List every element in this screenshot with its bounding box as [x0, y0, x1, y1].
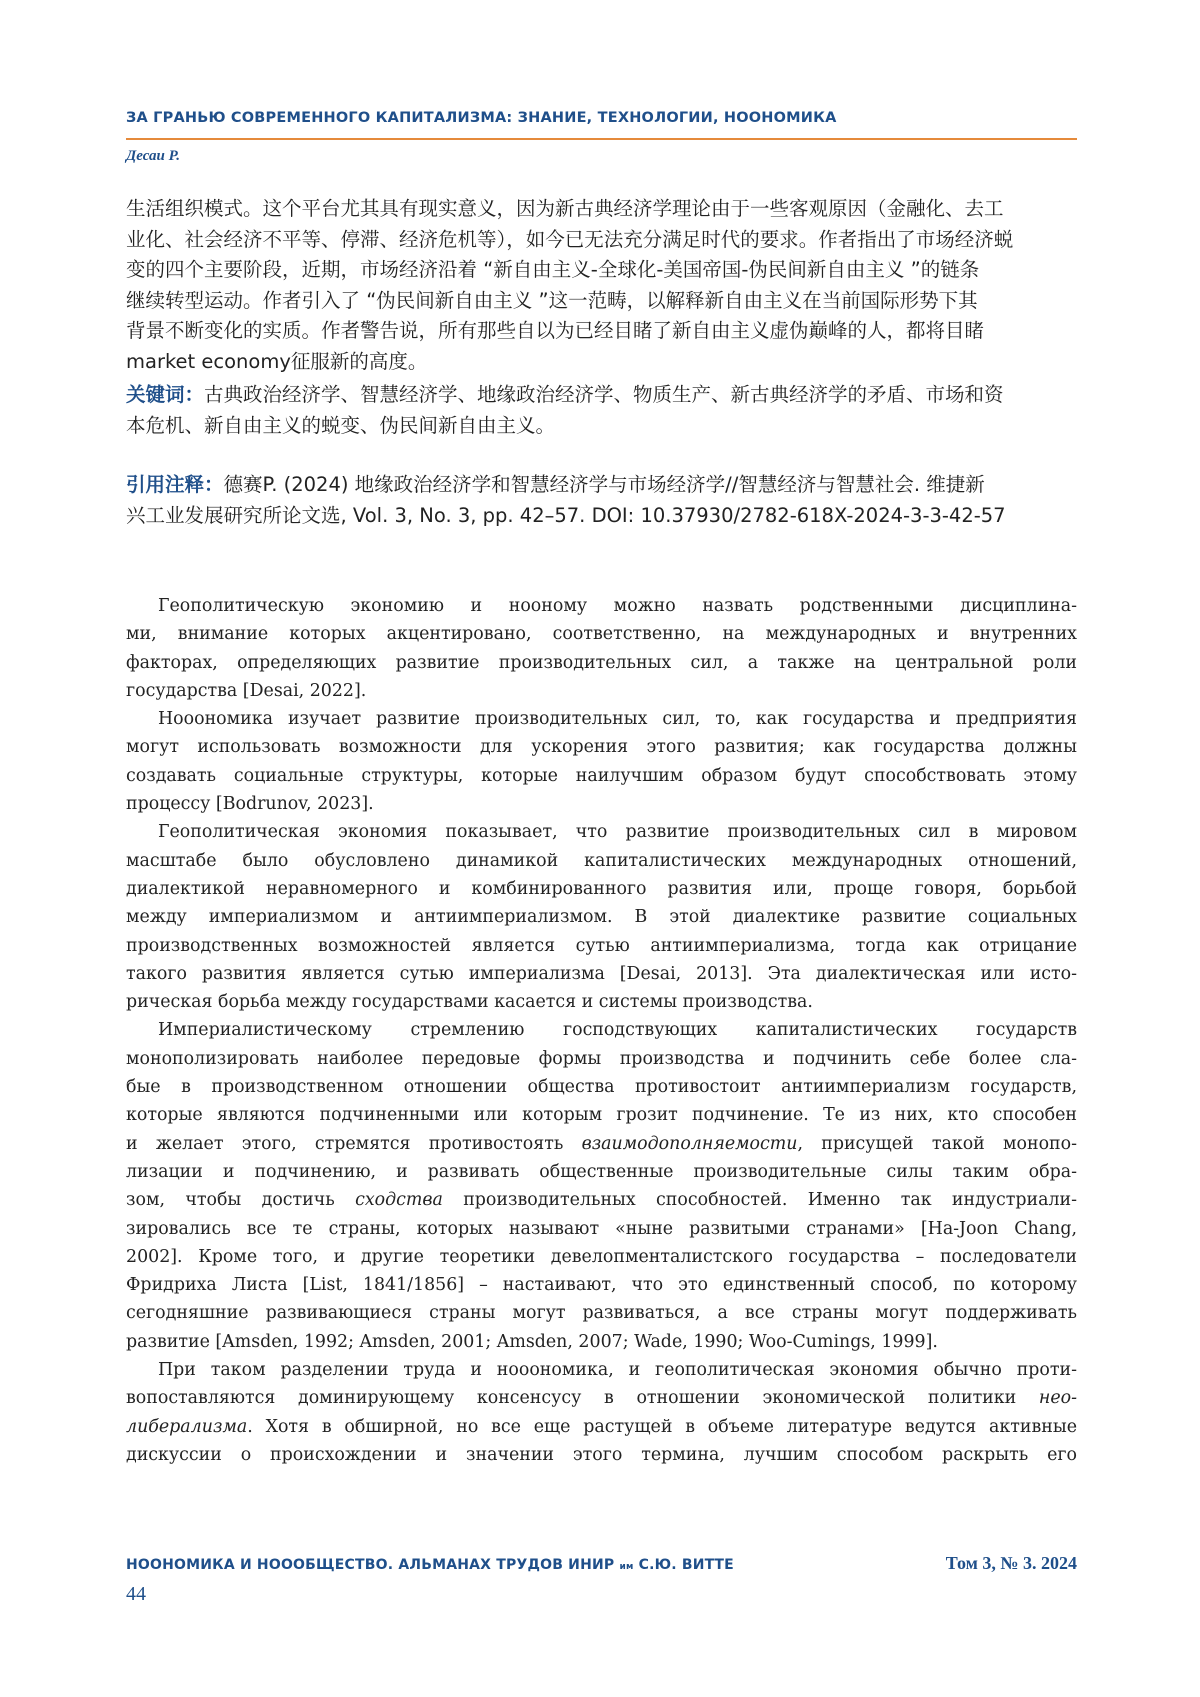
abstract-line: 背景不断变化的实质。作者警告说，所有那些自以为已经目睹了新自由主义虚伪巅峰的人，都将目睹	[126, 319, 985, 342]
body-line: зировались все те страны, которых называют «ныне развитыми странами» [Ha-Joon Chang,	[126, 1218, 1077, 1239]
abstract	[126, 194, 1077, 377]
footer-journal-title	[126, 1557, 734, 1573]
journal-name-tail: С.Ю. ВИТТЕ	[638, 1557, 734, 1573]
body-italic-term: нео-	[1038, 1388, 1078, 1409]
body-text-run: зом, чтобы достичь	[126, 1190, 335, 1211]
body-line: которые являются подчиненными или которым грозит подчинение. Те из них, кто способен	[126, 1105, 1077, 1126]
body-line: государства [Desai, 2022].	[126, 680, 367, 701]
body-line: факторах, определяющих развитие производительных сил, а также на центральной роли	[126, 652, 1077, 673]
body-text	[126, 592, 1077, 1469]
body-line: При таком разделении труда и нооономика, и геополитическая экономия обычно проти-	[158, 1360, 1077, 1381]
body-line: создавать социальные структуры, которые наилучшим образом будут способствовать этому	[126, 765, 1077, 786]
keywords	[126, 380, 1077, 441]
author-name: Десаи Р.	[126, 148, 180, 164]
abstract-line: 继续转型运动。作者引入了 “伪民间新自由主义 ”这一范畴，以解释新自由主义在当前国际形势下其	[126, 288, 978, 312]
keywords-line-2: 本危机、新自由主义的蜕变、伪民间新自由主义。	[126, 413, 556, 437]
body-text-run: , присущей такой монопо-	[797, 1133, 1077, 1154]
citation-line-2: 兴工业发展研究所论文选, Vol. 3, No. 3, pp. 42–57. DOI: 10.37930/2782-618X-2024-3-3-42-57	[126, 503, 1006, 527]
body-line-mixed	[126, 1413, 1077, 1441]
body-line: Империалистическому стремлению господствующих капиталистических государств	[158, 1020, 1077, 1041]
header-divider	[126, 138, 1077, 140]
body-line: рическая борьба между государствами касается и системы производства.	[126, 992, 813, 1013]
journal-name: НООНОМИКА И НОООБЩЕСТВО. АЛЬМАНАХ ТРУДОВ ИНИР	[126, 1557, 615, 1573]
body-line: диалектикой неравномерного и комбинированного развития или, проще говоря, борьбой	[126, 878, 1077, 899]
body-line: лизации и подчинению, и развивать общественные производительные силы таким обра-	[126, 1161, 1077, 1182]
footer-issue: Том 3, № 3. 2024	[945, 1553, 1077, 1573]
abstract-line: 业化、社会经济不平等、停滞、经济危机等），如今已无法充分满足时代的要求。作者指出了市场经济蜕	[126, 227, 1014, 251]
abstract-line: 变的四个主要阶段，近期，市场经济沿着 “新自由主义-全球化-美国帝国-伪民间新自由主义 ”的链条	[126, 258, 980, 281]
body-line: такого развития является сутью империализма [Desai, 2013]. Эта диалектическая или исто-	[126, 963, 1077, 984]
abstract-line: market economy征服新的高度。	[126, 349, 428, 373]
body-line: ми, внимание которых акцентировано, соответственно, на международных и внутренних	[126, 624, 1077, 645]
body-line: производственных возможностей является сутью антиимпериализма, тогда как отрицание	[126, 935, 1077, 956]
journal-name-small: им	[619, 1562, 634, 1572]
body-text-run: и желает этого, стремятся противостоять	[126, 1133, 564, 1154]
running-title: ЗА ГРАНЬЮ СОВРЕМЕННОГО КАПИТАЛИЗМА: ЗНАНИЕ, ТЕХНОЛОГИИ, НООНОМИКА	[126, 110, 837, 126]
body-line: могут использовать возможности для ускорения этого развития; как государства должны	[126, 737, 1077, 758]
body-line: Геополитическая экономия показывает, что развитие производительных сил в мировом	[158, 822, 1077, 843]
citation-label: 引用注释：	[126, 473, 224, 496]
abstract-line: 生活组织模式。这个平台尤其具有现实意义，因为新古典经济学理论由于一些客观原因（金融化、去工	[126, 197, 1004, 220]
body-line: масштабе было обусловлено динамикой капиталистических международных отношений,	[126, 850, 1077, 871]
body-line: процессу [Bodrunov, 2023].	[126, 794, 374, 815]
body-italic-term: сходства	[355, 1190, 443, 1211]
body-line: дискуссии о происхождении и значении этого термина, лучшим способом раскрыть его	[126, 1444, 1077, 1465]
page-number: 44	[126, 1583, 146, 1605]
body-line: монополизировать наиболее передовые формы производства и подчинить себе более сла-	[126, 1048, 1077, 1069]
body-italic-term: взаимодополняемости	[581, 1133, 798, 1154]
body-line: бые в производственном отношении общества противостоит антиимпериализм государств,	[126, 1077, 1077, 1098]
body-italic-term: либерализма	[126, 1416, 248, 1437]
keywords-text: 古典政治经济学、智慧经济学、地缘政治经济学、物质生产、新古典经济学的矛盾、市场和资	[204, 383, 1004, 406]
body-text-run: . Хотя в обширной, но все еще растущей в объеме литературе ведутся активные	[247, 1416, 1077, 1437]
keywords-line-1	[126, 380, 1077, 411]
citation	[126, 470, 1077, 531]
body-line-mixed	[126, 1384, 1077, 1412]
body-line: между империализмом и антиимпериализмом. В этой диалектике развитие социальных	[126, 907, 1077, 928]
keywords-label: 关键词：	[126, 383, 205, 406]
body-line: Фридриха Листа [List, 1841/1856] – настаивают, что это единственный способ, по которому	[126, 1275, 1077, 1296]
body-line: Геополитическую экономию и нооному можно назвать родственными дисциплина-	[158, 596, 1077, 616]
page	[126, 0, 1077, 1697]
citation-line-1	[126, 470, 1077, 501]
citation-text: 德赛P. (2024) 地缘政治经济学和智慧经济学与市场经济学//智慧经济与智慧社会. 维捷新	[223, 473, 985, 496]
body-line: развитие [Amsden, 1992; Amsden, 2001; Amsden, 2007; Wade, 1990; Woo-Cumings, 1999].	[126, 1331, 938, 1352]
body-line: Нооономика изучает развитие производительных сил, то, как государства и предприятия	[158, 709, 1077, 730]
body-line: сегодняшние развивающиеся страны могут развиваться, а все страны могут поддерживать	[126, 1303, 1077, 1324]
body-line-mixed	[126, 1186, 1077, 1214]
body-text-run: производительных способностей. Именно так индустриали-	[463, 1190, 1078, 1211]
body-line-mixed	[126, 1130, 1077, 1158]
body-text-run: вопоставляются доминирующему консенсусу в отношении экономической политики	[126, 1388, 1017, 1409]
body-line: 2002]. Кроме того, и другие теоретики девелопменталистского государства – последователи	[126, 1246, 1077, 1267]
